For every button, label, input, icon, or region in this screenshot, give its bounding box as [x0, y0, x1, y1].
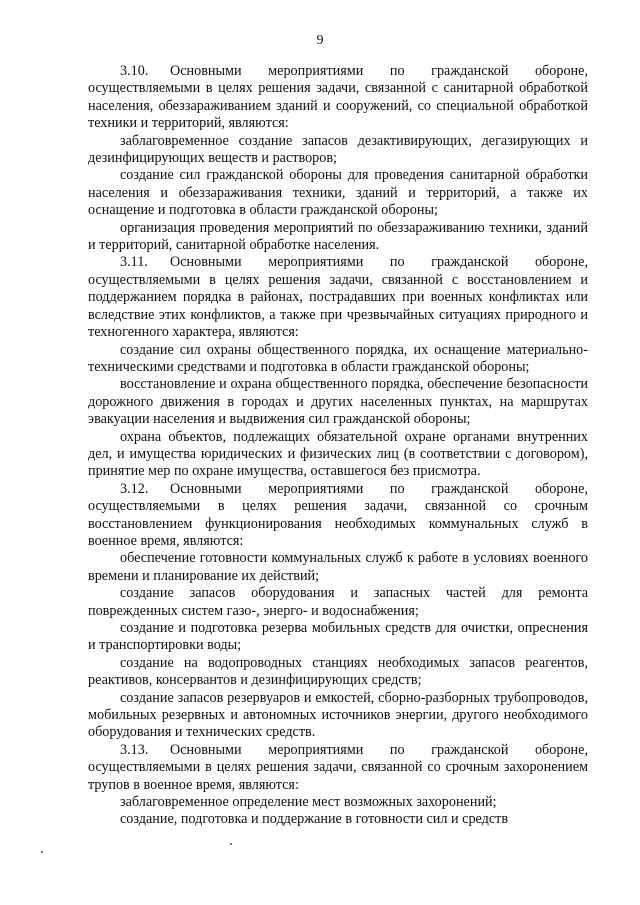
- list-item-paragraph: [88, 429, 588, 481]
- paragraph-text: создание запасов оборудования и запасных частей для ремонта поврежденных систем газо-, энерго- и водоснабжения;: [88, 585, 588, 619]
- list-item-paragraph: [88, 811, 588, 828]
- paragraph-text: Основными мероприятиями по гражданской обороне, осуществляемыми в целях решения задачи, связанной со срочным захоронением трупов в военное время, являются:: [88, 741, 588, 793]
- paragraph-text: создание и подготовка резерва мобильных средств для очистки, опреснения и транспортировки воды;: [88, 620, 588, 654]
- paragraph-text: создание, подготовка и поддержание в готовности сил и средств: [120, 811, 509, 828]
- list-item-paragraph: [88, 550, 588, 585]
- section-number: 3.12.: [120, 480, 149, 497]
- list-item-paragraph: [88, 690, 588, 742]
- paragraph-text: создание сил гражданской обороны для проведения санитарной обработки населения и обеззараживания техники, зданий и территорий, а также их оснащение и подготовка в области гражданской обороны;: [88, 167, 588, 219]
- list-item-paragraph: [88, 376, 588, 428]
- paragraph-text: создание сил охраны общественного порядка, их оснащение материально-техническими средствами и подготовка в области гражданской обороны;: [88, 341, 588, 375]
- list-item-paragraph: [88, 794, 588, 811]
- document-body: [88, 63, 588, 829]
- list-item-paragraph: [88, 620, 588, 655]
- section-number: 3.11.: [120, 254, 148, 271]
- scan-speck: [41, 851, 43, 853]
- list-item-paragraph: [88, 133, 588, 168]
- list-item-paragraph: [88, 167, 588, 219]
- section-paragraph: [88, 742, 588, 794]
- list-item-paragraph: [88, 585, 588, 620]
- paragraph-text: Основными мероприятиями по гражданской обороне, осуществляемыми в целях решения задачи, связанной с восстановлением и поддержанием порядка в районах, пострадавших при военных конфликтах или вследствие этих конфликтов, а также при чрезвычайных ситуациях природного и техногенного характера, являются:: [88, 254, 588, 341]
- paragraph-text: Основными мероприятиями по гражданской обороне, осуществляемыми в целях решения задачи, связанной с санитарной обработкой населения, обеззараживанием зданий и сооружений, со специальной обработкой техники и территорий, являются:: [88, 63, 588, 132]
- list-item-paragraph: [88, 220, 588, 255]
- paragraph-text: организация проведения мероприятий по обеззараживанию техники, зданий и территорий, санитарной обработке населения.: [88, 219, 588, 254]
- section-paragraph: [88, 63, 588, 133]
- section-number: 3.13.: [120, 741, 149, 758]
- paragraph-text: создание запасов резервуаров и емкостей, сборно-разборных трубопроводов, мобильных резервных и автономных источников энергии, другого необходимого оборудования и технических средств.: [88, 689, 588, 741]
- section-number: 3.10.: [120, 63, 149, 79]
- paragraph-text: обеспечение готовности коммунальных служб к работе в условиях военного времени и планирование их действий;: [88, 550, 588, 584]
- list-item-paragraph: [88, 655, 588, 690]
- paragraph-text: охрана объектов, подлежащих обязательной охране органами внутренних дел, и имущества юридических и физических лиц (в соответствии с договором), принятие мер по охране имущества, оставшегося без присмотра.: [88, 428, 588, 480]
- page-number: 9: [316, 33, 324, 48]
- paragraph-text: заблаговременное определение мест возможных захоронений;: [120, 794, 497, 811]
- scan-speck: [230, 843, 232, 845]
- paragraph-text: восстановление и охрана общественного порядка, обеспечение безопасности дорожного движения в городах и других населенных пунктах, на маршрутах эвакуации населения и выдвижения сил гражданской обороны;: [88, 376, 588, 428]
- list-item-paragraph: [88, 342, 588, 377]
- paragraph-text: Основными мероприятиями по гражданской обороне, осуществляемыми в целях решения задачи, связанной со срочным восстановлением функционирования необходимых коммунальных служб в военное время, являются:: [88, 480, 588, 549]
- section-paragraph: [88, 254, 588, 341]
- section-paragraph: [88, 481, 588, 551]
- paragraph-text: заблаговременное создание запасов дезактивирующих, дегазирующих и дезинфицирующих веществ и растворов;: [88, 132, 588, 167]
- paragraph-text: создание на водопроводных станциях необходимых запасов реагентов, реактивов, консервантов и дезинфицирующих средств;: [88, 654, 588, 689]
